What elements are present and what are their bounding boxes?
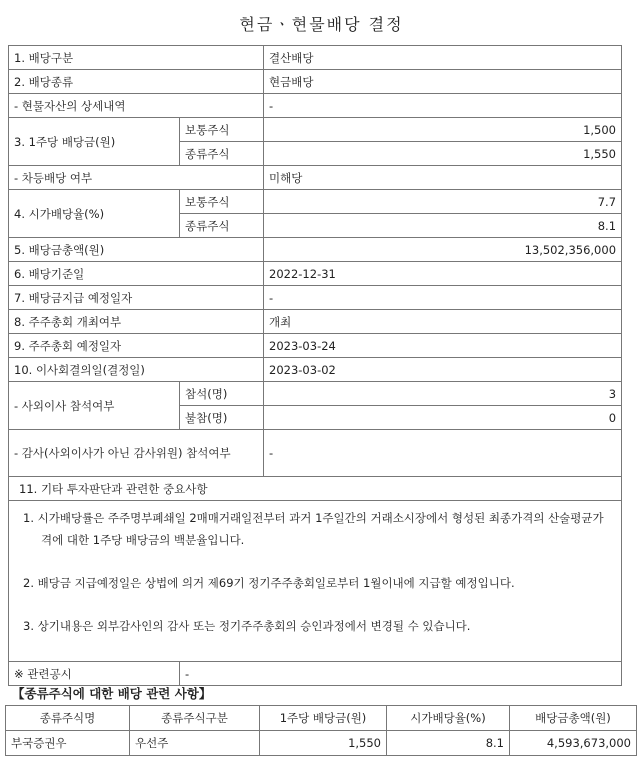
table-row bbox=[9, 262, 622, 286]
notes-cell bbox=[9, 501, 622, 662]
note-2: 2. 배당금 지급예정일은 상법에 의거 제69기 정기주주총회일로부터 1월이내에 지급할 예정입니다. bbox=[23, 576, 515, 590]
div-type-label: 1. 배당구분 bbox=[9, 46, 264, 70]
absent-label: 불참(명) bbox=[180, 406, 264, 430]
board-date-label: 10. 이사회결의일(결정일) bbox=[9, 358, 264, 382]
table-row bbox=[9, 166, 622, 190]
differential-value: 미해당 bbox=[264, 166, 622, 190]
total-label: 5. 배당금총액(원) bbox=[9, 238, 264, 262]
audit-committee-value: - bbox=[264, 430, 622, 477]
table-row bbox=[9, 501, 622, 662]
record-date-label: 6. 배당기준일 bbox=[9, 262, 264, 286]
note-1: 1. 시가배당률은 주주명부폐쇄일 2매매거래일전부터 과거 1주일간의 거래소시장에서 형성된 최종가격의 산술평균가격에 대한 1주당 배당금의 백분율입니다. bbox=[23, 511, 604, 547]
outside-directors-label: - 사외이사 참석여부 bbox=[9, 382, 180, 430]
differential-label: - 차등배당 여부 bbox=[9, 166, 264, 190]
dps-pref-value: 1,550 bbox=[264, 142, 622, 166]
yield-pref-value: 8.1 bbox=[264, 214, 622, 238]
pay-date-value: - bbox=[264, 286, 622, 310]
table-row bbox=[6, 731, 637, 756]
col-header: 종류주식명 bbox=[6, 706, 130, 731]
other-matters-label: 11. 기타 투자판단과 관련한 중요사항 bbox=[9, 477, 622, 501]
agm-held-label: 8. 주주총회 개최여부 bbox=[9, 310, 264, 334]
table-row bbox=[9, 310, 622, 334]
table-row bbox=[9, 382, 622, 406]
table-cell: 우선주 bbox=[130, 731, 260, 756]
record-date-value: 2022-12-31 bbox=[264, 262, 622, 286]
in-kind-detail-value: - bbox=[264, 94, 622, 118]
related-label: ※ 관련공시 bbox=[9, 662, 180, 686]
col-header: 시가배당율(%) bbox=[387, 706, 510, 731]
present-value: 3 bbox=[264, 382, 622, 406]
board-date-value: 2023-03-02 bbox=[264, 358, 622, 382]
total-value: 13,502,356,000 bbox=[264, 238, 622, 262]
related-value: - bbox=[180, 662, 622, 686]
dps-label: 3. 1주당 배당금(원) bbox=[9, 118, 180, 166]
agm-date-value: 2023-03-24 bbox=[264, 334, 622, 358]
audit-committee-label: - 감사(사외이사가 아닌 감사위원) 참석여부 bbox=[9, 430, 264, 477]
div-kind-label: 2. 배당종류 bbox=[9, 70, 264, 94]
table-row bbox=[9, 190, 622, 214]
table-row bbox=[9, 286, 622, 310]
yield-label: 4. 시가배당율(%) bbox=[9, 190, 180, 238]
table-cell: 4,593,673,000 bbox=[510, 731, 637, 756]
agm-held-value: 개최 bbox=[264, 310, 622, 334]
present-label: 참석(명) bbox=[180, 382, 264, 406]
yield-pref-label: 종류주식 bbox=[180, 214, 264, 238]
table-row bbox=[9, 334, 622, 358]
page-title: 현금ㆍ현물배당 결정 bbox=[239, 15, 404, 34]
pref-section-title: 【종류주식에 대한 배당 관련 사항】 bbox=[12, 686, 212, 701]
pay-date-label: 7. 배당금지급 예정일자 bbox=[9, 286, 264, 310]
div-type-value: 결산배당 bbox=[264, 46, 622, 70]
table-cell: 8.1 bbox=[387, 731, 510, 756]
table-row bbox=[9, 238, 622, 262]
in-kind-detail-label: - 현물자산의 상세내역 bbox=[9, 94, 264, 118]
table-row bbox=[9, 46, 622, 70]
absent-value: 0 bbox=[264, 406, 622, 430]
dps-common-label: 보통주식 bbox=[180, 118, 264, 142]
table-row bbox=[9, 358, 622, 382]
note-3: 3. 상기내용은 외부감사인의 감사 또는 정기주주총회의 승인과정에서 변경될 수 있습니다. bbox=[23, 619, 471, 633]
table-row bbox=[9, 662, 622, 686]
table-row bbox=[9, 477, 622, 501]
table-row bbox=[9, 430, 622, 477]
table-cell: 1,550 bbox=[260, 731, 387, 756]
yield-common-value: 7.7 bbox=[264, 190, 622, 214]
pref-dividend-table bbox=[5, 705, 637, 756]
table-cell: 부국증권우 bbox=[6, 731, 130, 756]
dps-common-value: 1,500 bbox=[264, 118, 622, 142]
table-row bbox=[9, 70, 622, 94]
col-header: 1주당 배당금(원) bbox=[260, 706, 387, 731]
dividend-decision-table bbox=[8, 45, 622, 686]
dps-pref-label: 종류주식 bbox=[180, 142, 264, 166]
agm-date-label: 9. 주주총회 예정일자 bbox=[9, 334, 264, 358]
yield-common-label: 보통주식 bbox=[180, 190, 264, 214]
div-kind-value: 현금배당 bbox=[264, 70, 622, 94]
table-header-row bbox=[6, 706, 637, 731]
table-row bbox=[9, 118, 622, 142]
col-header: 배당금총액(원) bbox=[510, 706, 637, 731]
table-row bbox=[9, 94, 622, 118]
col-header: 종류주식구분 bbox=[130, 706, 260, 731]
